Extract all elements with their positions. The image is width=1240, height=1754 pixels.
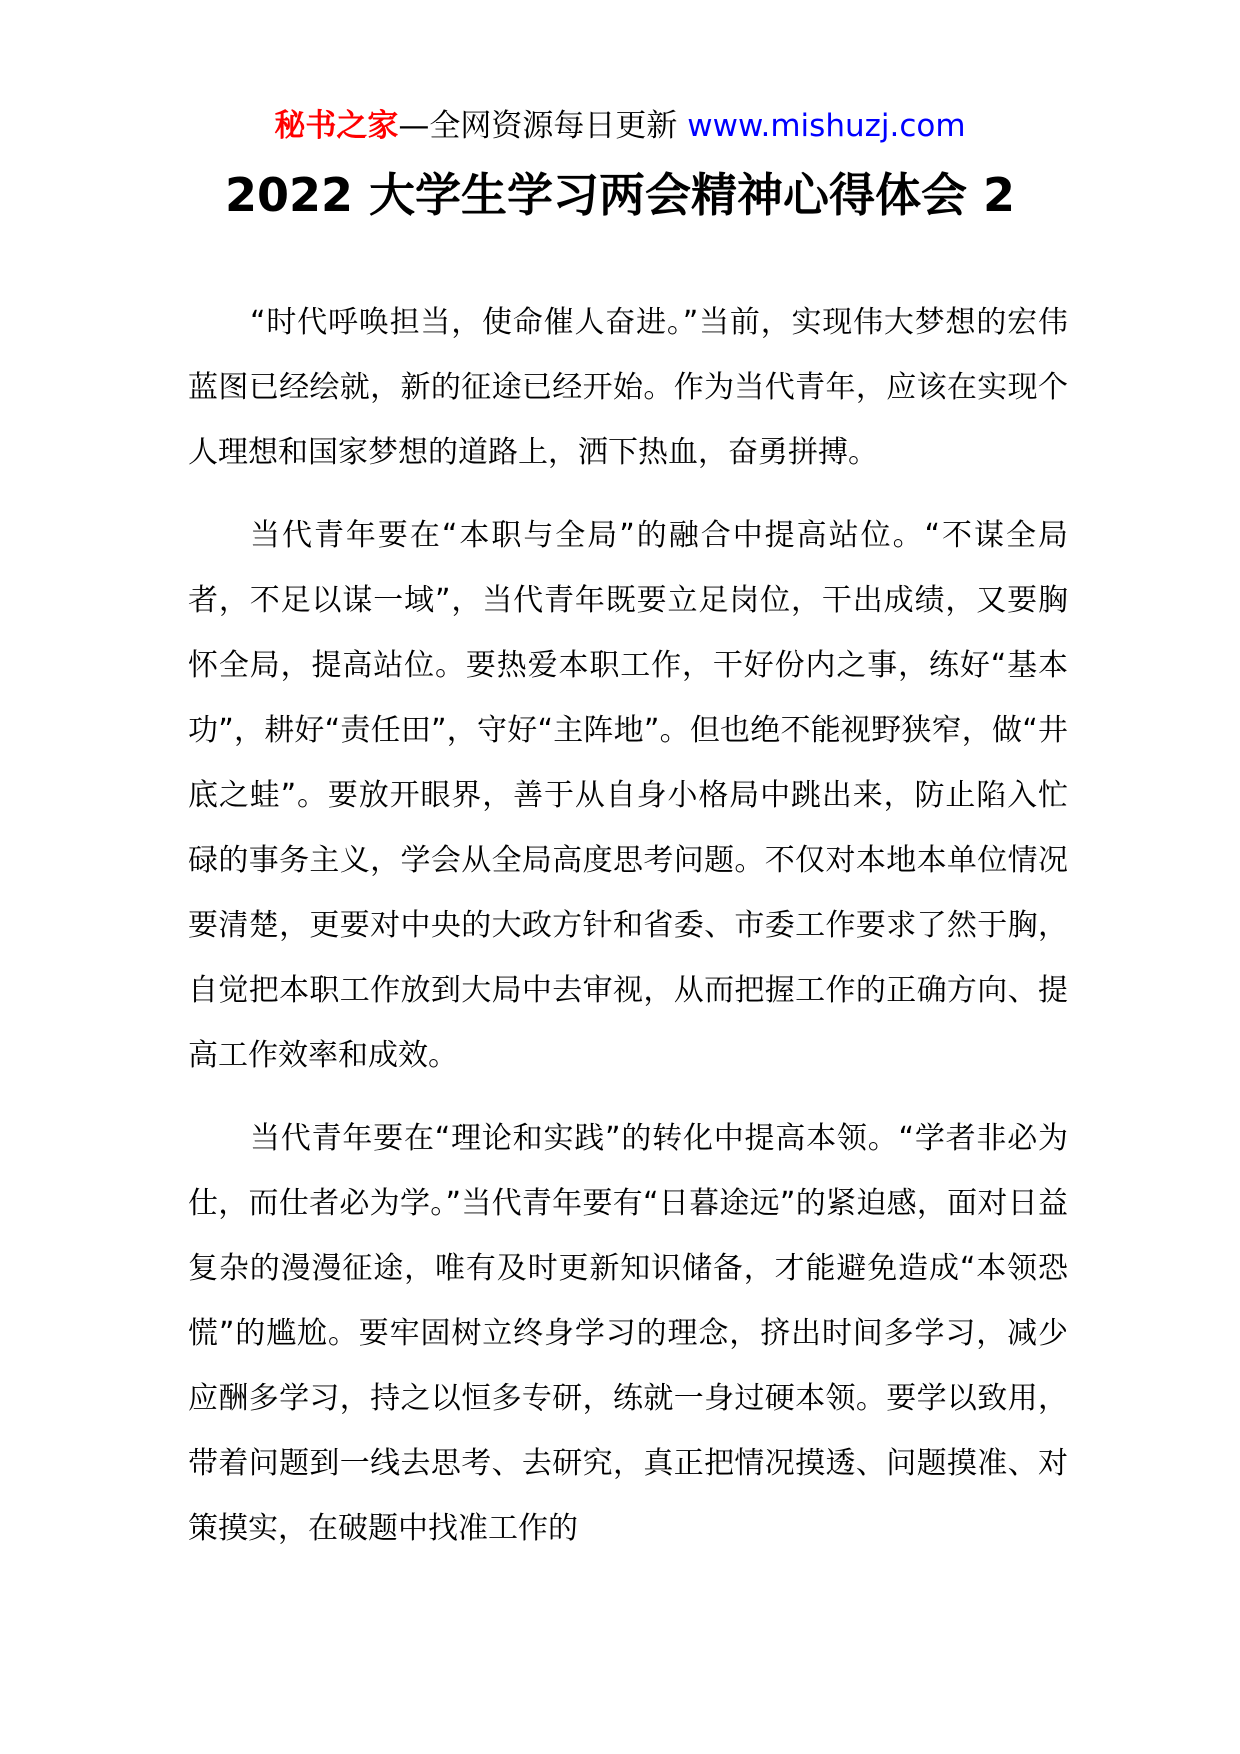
site-header xyxy=(0,98,1240,154)
document-title: 2022 大学生学习两会精神心得体会 2 xyxy=(224,168,1016,222)
paragraph-2: 当代青年要在“本职与全局”的融合中提高站位。“不谋全局者，不足以谋一域”，当代青年既要立足岗位，干出成绩，又要胸怀全局，提高站位。要热爱本职工作，干好份内之事，练好“基本功”，耕好“责任田”，守好“主阵地”。但也绝不能视野狭窄，做“井底之蛙”。要放开眼界，善于从自身小格局中跳出来，防止陷入忙碌的事务主义，学会从全局高度思考问题。不仅对本地本单位情况要清楚，更要对中央的大政方针和省委、市委工作要求了然于胸，自觉把本职工作放到大局中去审视，从而把握工作的正确方向、提高工作效率和成效。 xyxy=(188,518,1068,1073)
paragraph-1: “时代呼唤担当，使命催人奋进。”当前，实现伟大梦想的宏伟蓝图已经绘就，新的征途已经开始。作为当代青年，应该在实现个人理想和国家梦想的道路上，洒下热血，奋勇拼搏。 xyxy=(188,305,1068,470)
site-brand: 秘书之家 xyxy=(274,108,399,144)
site-tagline: —全网资源每日更新 xyxy=(398,108,678,144)
site-url-link[interactable]: www.mishuzj.com xyxy=(687,108,966,144)
paragraph-3: 当代青年要在“理论和实践”的转化中提高本领。“学者非必为仕，而仕者必为学。”当代青年要有“日暮途远”的紧迫感，面对日益复杂的漫漫征途，唯有及时更新知识储备，才能避免造成“本领恐慌”的尴尬。要牢固树立终身学习的理念，挤出时间多学习，减少应酬多学习，持之以恒多专研，练就一身过硬本领。要学以致用，带着问题到一线去思考、去研究，真正把情况摸透、问题摸准、对策摸实，在破题中找准工作的 xyxy=(188,1121,1068,1546)
document-body xyxy=(188,290,1068,1579)
